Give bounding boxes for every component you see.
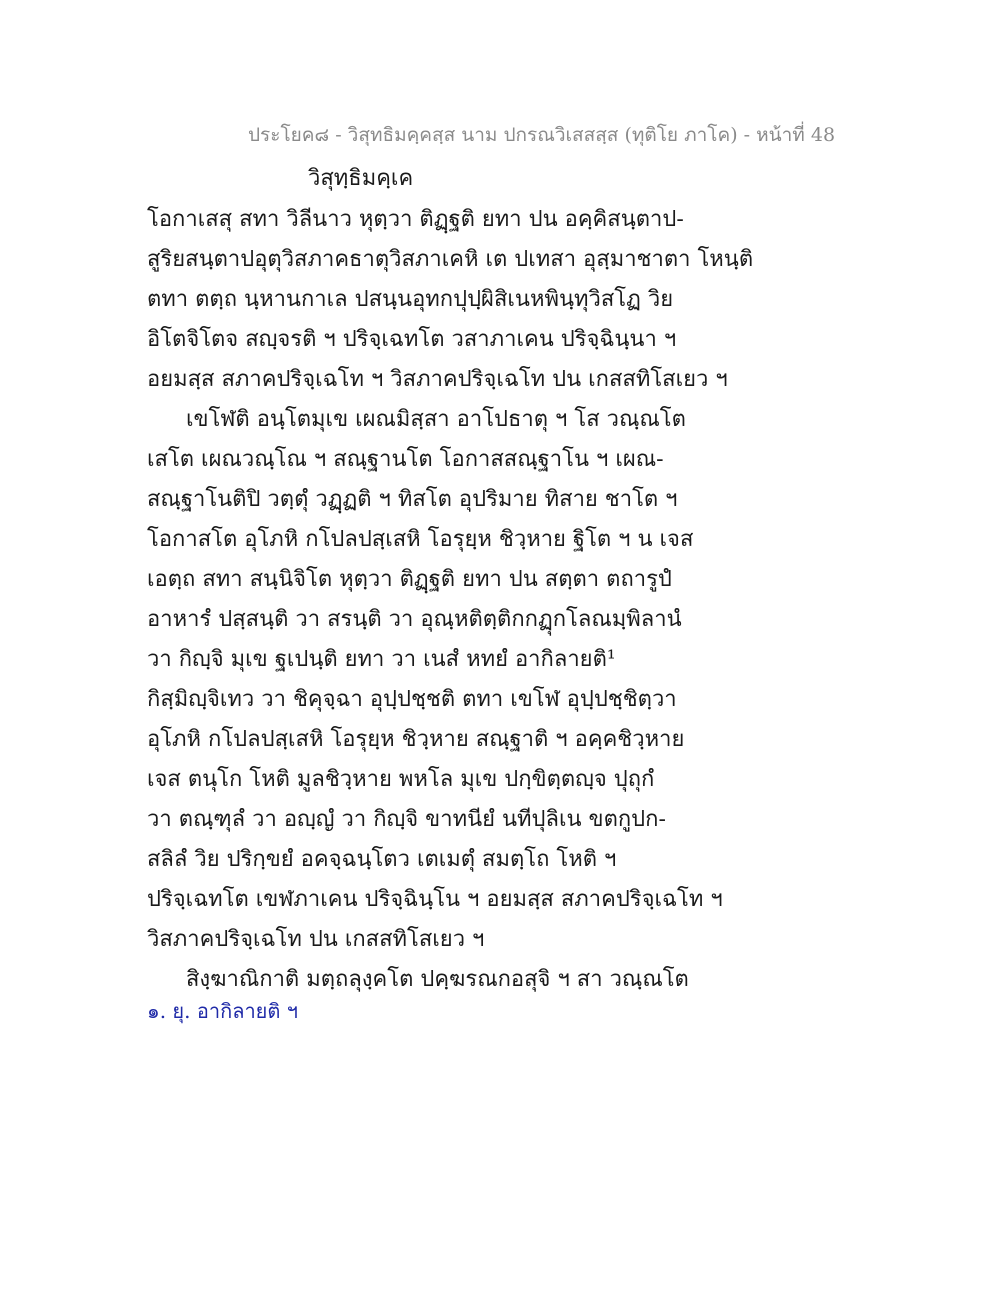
body-line: ตทา ตตฺถ นฺหานกาเล ปสนฺนอุทกปุปฺผิสิเนหพินฺทุวิสโฏ วิย: [147, 287, 674, 312]
body-line: ปริจฺเฉทโต เขฬภาเคน ปริจฺฉินฺโน ฯ อยมสฺส สภาคปริจฺเฉโท ฯ: [147, 887, 723, 912]
body-line: สณฺฐาโนติปิ วตฺตุํ วฏฺฏติ ฯ ทิสโต อุปริมาย ทิสาย ชาโต ฯ: [147, 487, 678, 512]
paragraph-first-line: เขโฬติ อนฺโตมุเข เผณมิสฺสา อาโปธาตุ ฯ โส วณฺณโต: [186, 407, 686, 432]
body-line: กิสฺมิญฺจิเทว วา ชิคุจฺฉา อุปฺปชฺชติ ตทา เขโฬ อุปฺปชฺชิตฺวา: [147, 687, 677, 712]
body-line: วา ตณฺฑุลํ วา อญฺญํ วา กิญฺจิ ขาทนียํ นทีปุลิเน ขตกูปก-: [147, 807, 666, 832]
running-header: ประโยค๘ - วิสุทธิมคฺคสฺส นาม ปกรณวิเสสสฺส (ทุติโย ภาโค) - หน้าที่ 48: [248, 124, 836, 146]
body-line: โอกาเสสุ สทา วิลีนาว หุตฺวา ติฏฺฐติ ยทา ปน อคฺคิสนฺตาป-: [147, 207, 684, 232]
body-line: สูริยสนฺตาปอุตุวิสภาคธาตุวิสภาเคหิ เต ปเทสา อุสฺมาชาตา โหนฺติ: [147, 247, 754, 272]
body-line: อุโภหิ กโปลปสฺเสหิ โอรุยฺห ชิวฺหาย สณฺฐาติ ฯ อคฺคชิวฺหาย: [147, 727, 685, 752]
body-line: โอกาสโต อุโภหิ กโปลปสฺเสหิ โอรุยฺห ชิวฺหาย ฐิโต ฯ น เจส: [147, 527, 694, 552]
footnote: ๑. ยุ. อากิลายติ ฯ: [147, 999, 298, 1023]
body-line: วา กิญฺจิ มุเข ฐเปนฺติ ยทา วา เนสํ หทยํ อากิลายติ¹: [147, 647, 616, 672]
body-line: เสโต เผณวณฺโณ ฯ สณฺฐานโต โอกาสสณฺฐาโน ฯ เผณ-: [147, 447, 664, 472]
body-line: สลิลํ วิย ปริกฺขยํ อคจฺฉนฺโตว เตเมตุํ สมตฺโถ โหติ ฯ: [147, 847, 617, 872]
body-line: เอตฺถ สทา สนฺนิจิโต หุตฺวา ติฏฺฐติ ยทา ปน สตฺตา ตถารูปํ: [147, 567, 672, 592]
body-line: อาหารํ ปสฺสนฺติ วา สรนฺติ วา อุณฺหติตฺติกกฏุกโลณมฺพิลานํ: [147, 607, 682, 632]
body-line: เจส ตนุโก โหติ มูลชิวฺหาย พหโล มุเข ปกฺขิตฺตญฺจ ปุถุกํ: [147, 767, 655, 792]
paragraph-first-line: สิงฺฆาณิกาติ มตฺถลุงฺคโต ปคฺฆรณกอสุจิ ฯ สา วณฺณโต: [186, 967, 689, 992]
section-title: วิสุทฺธิมคฺเค: [308, 166, 414, 191]
body-line: วิสภาคปริจฺเฉโท ปน เกสสทิโสเยว ฯ: [147, 927, 485, 952]
body-line: อิโตจิโตจ สญฺจรติ ฯ ปริจฺเฉทโต วสาภาเคน ปริจฺฉินฺนา ฯ: [147, 327, 677, 352]
body-line: อยมสฺส สภาคปริจฺเฉโท ฯ วิสภาคปริจฺเฉโท ปน เกสสทิโสเยว ฯ: [147, 367, 728, 392]
